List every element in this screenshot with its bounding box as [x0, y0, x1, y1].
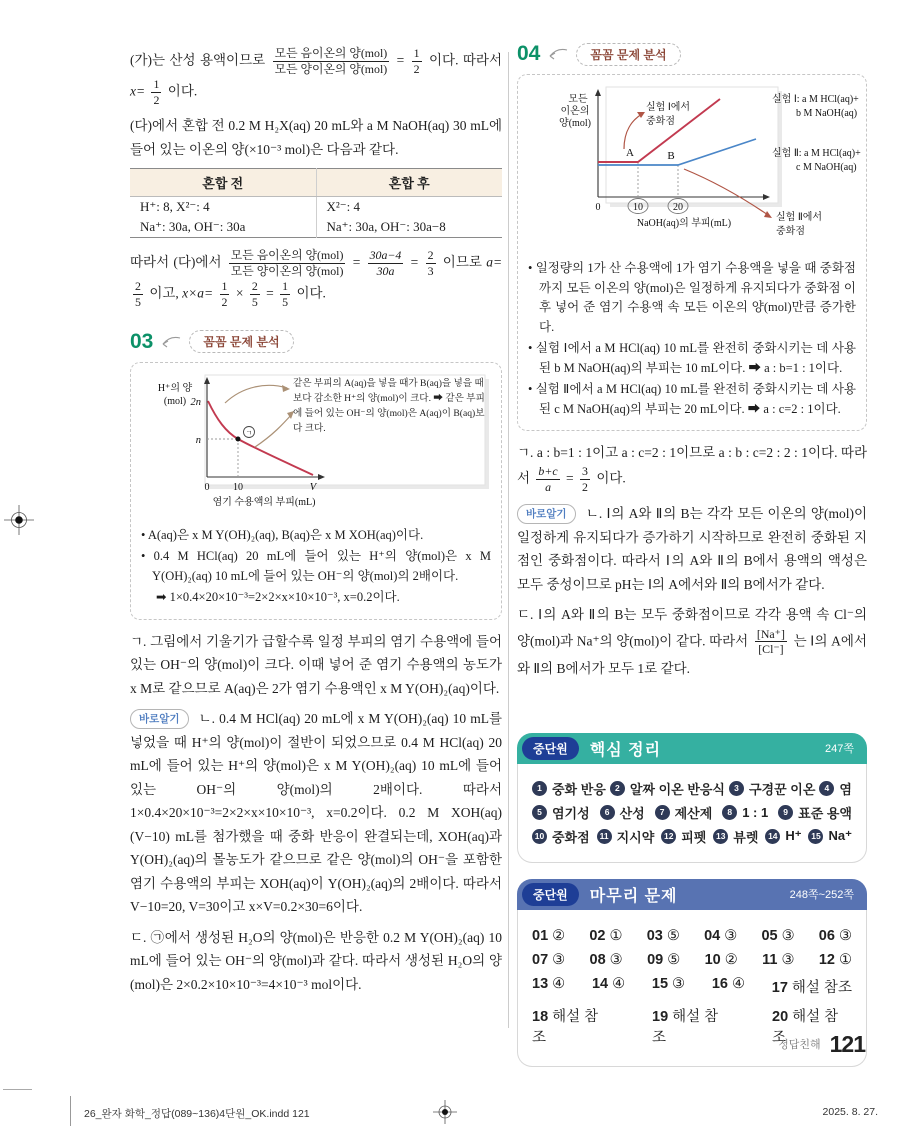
answer-value: ④: [612, 975, 626, 992]
answer-item: [704, 928, 737, 944]
math-x-equals: x=: [130, 83, 146, 99]
text-run: 이고,: [149, 285, 179, 301]
annotation-line: 중화점: [776, 225, 805, 237]
text-run: 는 Ⅰ의 A에서와 Ⅱ의 B에서가 모두 1로 같다.: [517, 633, 868, 677]
text-run: 이다.: [596, 470, 626, 486]
footer-page-number: 121: [829, 1031, 865, 1057]
problem-03-header: [130, 330, 502, 354]
summary-item: [532, 803, 590, 822]
equals-sign: =: [396, 52, 405, 68]
item-number-badge: 11: [597, 829, 612, 844]
connector-icon: [547, 47, 569, 61]
y-axis-label-line3: 양(mol): [559, 118, 591, 129]
fraction-denominator: 5: [135, 294, 141, 309]
core-summary-box: [517, 733, 867, 863]
analysis-bullets: [141, 526, 491, 608]
item-label: 산성: [619, 805, 645, 821]
equals-sign: =: [410, 254, 419, 270]
paragraph-choice-g: ㄱ. 그림에서 기울기가 급할수록 일정 부피의 염기 수용액에 들어 있는 OH⁻의 양(mol)이 크다. 이때 넣어 준 염기 수용액의 농도가 x M로 같으므로 A(aq)은 2가 염기 수용액인 x M Y(OH)₂(aq)이다.: [130, 633, 502, 696]
text-run: ㄱ. a : b=1 : 1이고 a : c=2 : 1이므로 a : b : c=2 : 2 : 1이다. 따라서: [517, 445, 867, 486]
math-a-equals: a=: [486, 254, 503, 270]
problem-04-header: [517, 42, 867, 66]
summary-item: [610, 779, 725, 798]
equals-sign: =: [266, 285, 274, 301]
x-tick-0: 0: [595, 202, 601, 213]
answer-number: 10: [704, 951, 721, 968]
answer-value: 해설 참조: [772, 1008, 839, 1046]
answer-number: 03: [646, 927, 663, 944]
bullet-item: • 실험 Ⅱ에서 a M HCl(aq) 10 mL를 완전히 중화시키는 데 사용된 c M NaOH(aq)의 부피는 20 mL이다. ➡ a : c=2 : 1이다.: [528, 380, 856, 419]
fraction-one-half: [220, 279, 230, 310]
answer-item: [772, 976, 852, 997]
fraction-two-thirds: [426, 248, 436, 279]
analysis-bullets: [528, 259, 856, 419]
bullet-item: • 일정량의 1가 산 수용액에 1가 염기 수용액을 넣을 때 중화점까지 모든 이온의 양(mol)은 일정하게 유지되다가 중화점 이후 넣어 준 염기 수용액 속 모든 이온의 양(mol)만큼 증가한다.: [528, 259, 856, 337]
answer-value: ④: [731, 975, 745, 992]
item-label: 구경꾼 이온: [749, 781, 816, 797]
answer-value: 해설 참조: [652, 1008, 719, 1046]
fraction-denominator: 모든 양이온의 양(mol): [274, 61, 388, 76]
y-tick-n: n: [195, 434, 201, 446]
answer-row: [532, 952, 852, 968]
fraction-numerator: 1: [413, 46, 420, 60]
summary-item: [661, 827, 706, 846]
answer-number: 17: [771, 979, 788, 996]
answer-item: [712, 976, 745, 997]
x-tick-V: V: [309, 481, 317, 493]
analysis-box-03: [130, 362, 502, 620]
paragraph-choice-d: [517, 603, 867, 681]
answer-value: ③: [552, 951, 566, 968]
legend-experiment-1: [772, 93, 876, 121]
answer-number: 13: [532, 975, 549, 992]
answer-value: ⑤: [667, 951, 681, 968]
answer-value: 해설 참조: [532, 1008, 599, 1046]
print-filename: 26_완자 화학_정답(089~136)4단원_OK.indd 121: [84, 1108, 310, 1120]
answer-value: ①: [839, 951, 852, 968]
summary-row: [532, 827, 852, 846]
mixing-table: [130, 168, 502, 238]
answer-item: [761, 928, 794, 944]
answer-item: [819, 928, 852, 944]
graph-03: [141, 373, 491, 520]
answer-item: [589, 928, 622, 944]
text-run: 따라서 (다)에서: [130, 254, 222, 270]
x-axis-label: 염기 수용액의 부피(mL): [212, 496, 316, 508]
page-reference: 248쪽~252쪽: [789, 889, 854, 902]
panel: [606, 87, 778, 203]
point-giyeok: [236, 436, 241, 441]
section-pill: 중단원: [522, 883, 579, 906]
summary-item: [722, 803, 768, 822]
fraction-denominator: 5: [282, 294, 289, 309]
answer-number: 01: [532, 927, 549, 944]
footer-label: 정답친해: [778, 1039, 821, 1051]
summary-item: [765, 827, 801, 846]
answer-value: ③: [781, 927, 795, 944]
fraction-numerator: 1: [153, 76, 160, 91]
fraction-two-fifths: [250, 279, 260, 310]
fraction-numerator: 2: [427, 248, 434, 263]
text-run: ㄴ. Ⅰ의 A와 Ⅱ의 B는 각각 모든 이온의 양(mol)이 일정하게 유지되다가 증가하기 시작하므로 완전히 중화된 지점인 중화점이다. 따라서 Ⅰ의 A와 Ⅱ의 B에서 용액의 액성은 모두 중성이므로 pH는 Ⅰ의 A에서와 Ⅱ의 B에서가 같다.: [517, 506, 867, 592]
bullet-result: ➡ 1×0.4×20×10⁻³=2×2×x×10×10⁻³, x=0.2이다.: [156, 590, 400, 605]
x-tick-20: 20: [673, 202, 683, 213]
analysis-badge: 꼼꼼 문제 분석: [189, 330, 293, 353]
answer-item: [647, 928, 680, 944]
fraction-numerator: 2: [251, 279, 258, 294]
fraction-denominator: 모든 양이온의 양(mol): [230, 264, 344, 279]
item-number-badge: 2: [610, 781, 625, 796]
text-run: 이다. 따라서: [429, 52, 502, 68]
answer-item: [762, 952, 794, 968]
y-tick-2n: 2n: [190, 396, 201, 408]
fraction-denominator: 2: [413, 61, 420, 76]
paragraph-choice-n: [130, 707, 502, 918]
fraction-ion-ratio: [229, 248, 346, 279]
answer-value: ③: [838, 927, 852, 944]
fraction-numerator: 모든 음이온의 양(mol): [274, 46, 388, 60]
fraction-numerator: 1: [221, 279, 228, 294]
point-B-label: B: [667, 150, 675, 162]
registration-mark-center: [433, 1100, 457, 1129]
legend-line: 실험 Ⅰ: a M HCl(aq)+: [772, 94, 859, 105]
fraction-numerator: 3: [582, 464, 588, 479]
analysis-box-04: [517, 74, 867, 431]
summary-item: [713, 827, 758, 846]
item-label: 염기성: [552, 805, 590, 821]
item-label: 피펫: [681, 829, 707, 845]
x-tick-0: 0: [204, 481, 210, 493]
fraction-numerator: b+c: [538, 464, 558, 479]
summary-item: [655, 803, 713, 822]
graph-annotation: 같은 부피의 A(aq)을 넣을 때가 B(aq)을 넣을 때보다 감소한 H⁺의 양(mol)이 크다. ➡ 같은 부피에 들어 있는 OH⁻의 양(mol)은 A(aq)이 B(aq)보다 크다.: [293, 377, 485, 435]
answer-value: 해설 참조: [791, 979, 852, 996]
annotation-line: 중화점: [646, 115, 675, 127]
answer-number: 09: [647, 951, 664, 968]
fraction-one-half: [412, 46, 422, 77]
answer-row: [532, 928, 852, 944]
answer-value: ①: [609, 927, 623, 944]
text-run: 이다.: [167, 83, 198, 99]
summary-item: [600, 803, 645, 822]
paragraph-choice-n: [517, 502, 867, 596]
item-number-badge: 3: [729, 781, 744, 796]
graph-04: [528, 85, 861, 253]
bullet-item: • 0.4 M HCl(aq) 20 mL에 들어 있는 H⁺의 양(mol)은 x M Y(OH)₂(aq) 10 mL에 들어 있는 OH⁻의 양(mol)의 2배이다.: [141, 547, 491, 586]
fraction-numerator: 모든 음이온의 양(mol): [230, 248, 344, 263]
print-date: 2025. 8. 27.: [822, 1106, 878, 1118]
answer-number: 15: [651, 975, 669, 992]
item-label: 표준 용액: [798, 805, 852, 821]
summary-row: [532, 779, 852, 798]
fraction-na-over-cl: [755, 627, 787, 658]
answer-number: 18: [532, 1008, 549, 1025]
section-pill: 중단원: [522, 737, 579, 760]
answer-number: 02: [589, 927, 606, 944]
summary-item: [819, 779, 852, 798]
answer-number: 08: [589, 951, 606, 968]
fraction-denominator: [Cl⁻]: [758, 642, 784, 657]
equals-sign: =: [566, 470, 574, 486]
paragraph-solution-ga: [130, 46, 502, 107]
paragraph-choice-g: [517, 441, 867, 495]
final-problems-title: 마무리 문제: [589, 887, 678, 905]
paragraph-solution-da-intro: (다)에서 혼합 전 0.2 M H₂X(aq) 20 mL와 a M NaOH(aq) 30 mL에 들어 있는 이온의 양(×10⁻³ mol)은 다음과 같다.: [130, 118, 502, 157]
item-label: H⁺: [785, 828, 802, 844]
table-cell: Na⁺: 30a, OH⁻: 30a−8: [316, 217, 502, 238]
baroalgi-badge: 바로알기: [130, 709, 189, 729]
answer-number: 04: [704, 927, 721, 944]
item-number-badge: 10: [532, 829, 547, 844]
fraction-numerator: 30a−4: [369, 248, 402, 263]
y-axis-label-line2: 이온의: [560, 106, 590, 117]
x-axis-label: NaOH(aq)의 부피(mL): [636, 218, 732, 229]
summary-row: [532, 803, 852, 822]
bullet-item: • 실험 Ⅰ에서 a M HCl(aq) 10 mL를 완전히 중화시키는 데 사용된 b M NaOH(aq)의 부피는 10 mL이다. ➡ a : b=1 : 1이다.: [528, 339, 856, 378]
table-cell: Na⁺: 30a, OH⁻: 30a: [140, 219, 246, 235]
item-label: 알짜 이온 반응식: [629, 781, 725, 797]
legend-line: c M NaOH(aq): [796, 162, 857, 173]
table-cell: X²⁻: 4: [316, 197, 502, 218]
fraction-three-halves: [580, 464, 590, 495]
item-number-badge: 9: [778, 805, 793, 820]
fraction-denominator: 2: [153, 92, 160, 107]
answer-item: [652, 976, 685, 997]
fraction-bc-over-a: [536, 464, 559, 495]
item-number-badge: 8: [722, 805, 737, 820]
registration-mark-left: [4, 505, 34, 540]
summary-item: [808, 827, 851, 846]
answer-value: ③: [781, 951, 795, 968]
core-summary-body: [517, 764, 867, 863]
answer-number: 20: [772, 1008, 789, 1025]
answer-number: 06: [818, 927, 835, 944]
item-number-badge: 12: [661, 829, 676, 844]
text-run: ㄴ. 0.4 M HCl(aq) 20 mL에 x M Y(OH)₂(aq) 10 mL를 넣었을 때 H⁺의 양(mol)이 절반이 되었으므로 0.4 M HCl(aq) 20 mL에 들어 있는 H⁺의 양(mol)은 x M Y(OH)₂(aq) 10 mL에 들어 있는 OH⁻의 양(mol)의 2배이다. 따라서 1×0.4×20×10⁻³=2×2×x×10×10⁻³, x=0.2이다. 0.2 M XOH(aq) (V−10) mL를 첨가했을 때 중화 반응이 완결되는데, XOH(aq)과 Y(OH)₂(aq)의 몰농도가 같으므로 같은 양(mol)의 OH⁻을 포함한 염기 수용액의 부피는 XOH(aq)이 Y(OH)₂(aq)의 2배이다. 따라서 V−10=20, V=30이고 x×V=0.2×30=6이다.: [130, 711, 503, 915]
fraction-numerator: 2: [135, 279, 141, 294]
answer-value: ③: [609, 951, 623, 968]
item-number-badge: 5: [532, 805, 547, 820]
fraction-denominator: a: [545, 480, 551, 495]
item-number-badge: 14: [765, 829, 780, 844]
table-header-before: 혼합 전: [130, 169, 316, 197]
summary-item: [532, 779, 606, 798]
answer-item: [592, 976, 625, 997]
x-tick-10: 10: [233, 481, 243, 493]
point-A-label: A: [626, 147, 634, 159]
answer-item: [819, 952, 852, 968]
answer-item: [532, 952, 565, 968]
table-cell: H⁺: 8, X²⁻: 4: [140, 199, 210, 215]
neutral-point-1-annotation: [646, 101, 690, 128]
item-label: 염: [839, 781, 852, 797]
paragraph-choice-d: ㄷ. ㉠에서 생성된 H₂O의 양(mol)은 반응한 0.2 M Y(OH)₂(aq) 10 mL에 들어 있는 OH⁻의 양(mol)과 같다. 따라서 생성된 H₂O의 양(mol)은 2×0.2×10×10⁻³=4×10⁻³ mol이다.: [130, 929, 502, 992]
item-number-badge: 13: [713, 829, 728, 844]
answer-number: 05: [761, 927, 778, 944]
fraction-numerator: [Na⁺]: [756, 626, 785, 641]
y-axis-label-line1: H⁺의 양: [157, 382, 193, 394]
fraction-denominator: 3: [427, 264, 434, 279]
left-column: [130, 46, 502, 1003]
crop-mark-horizontal: [3, 1089, 32, 1090]
neutral-point-2-annotation: [776, 211, 822, 238]
item-label: 지시약: [616, 829, 655, 845]
math-xa-equals: x×a=: [182, 285, 214, 301]
final-problems-header: [517, 879, 867, 910]
fraction-denominator: 2: [582, 480, 588, 495]
summary-item: [597, 827, 655, 846]
core-summary-title: 핵심 정리: [589, 741, 662, 759]
answer-item: [705, 952, 738, 968]
summary-item: [729, 779, 815, 798]
answer-number: 19: [652, 1008, 669, 1025]
answer-value: ⑤: [666, 927, 680, 944]
annotation-line: 실험 Ⅱ에서: [776, 212, 823, 223]
page-reference: 247쪽: [825, 743, 854, 756]
item-number-badge: 4: [819, 781, 834, 796]
answer-number: 07: [532, 951, 549, 968]
summary-item: [778, 803, 852, 822]
analysis-badge: 꼼꼼 문제 분석: [576, 43, 680, 66]
fraction-denominator: 5: [251, 294, 258, 309]
answer-value: ④: [552, 975, 566, 992]
fraction-denominator: 2: [221, 294, 228, 309]
answer-value: ③: [672, 975, 686, 992]
answer-number: 11: [762, 951, 778, 968]
fraction-numerator: 1: [282, 279, 289, 294]
right-column: [517, 42, 867, 1067]
answer-item: [532, 976, 565, 997]
fraction-denominator: 30a: [376, 264, 395, 279]
summary-item: [532, 827, 590, 846]
text-run: ㄷ. Ⅰ의 A와 Ⅱ의 B는 모두 중화점이므로 각각 용액 속 Cl⁻의 양(mol)과 Na⁺의 양(mol)이 같다. 따라서: [517, 607, 867, 649]
bullet-item: • A(aq)은 x M Y(OH)₂(aq), B(aq)은 x M XOH(aq)이다.: [141, 526, 491, 546]
item-label: 1 : 1: [742, 804, 769, 820]
fraction-30a: [368, 248, 404, 279]
text-run: 이다.: [296, 285, 326, 301]
item-label: Na⁺: [828, 828, 852, 844]
answer-value: ②: [724, 951, 738, 968]
item-label: 중화 반응: [552, 781, 606, 797]
y-axis-label-line2: (mol): [163, 395, 187, 407]
annotation-line: 실험 Ⅰ에서: [646, 102, 691, 113]
paragraph-solution-da-result: [130, 248, 502, 309]
fraction-one-half: [151, 77, 161, 108]
problem-number: 03: [130, 329, 154, 353]
page-footer: [0, 1031, 865, 1058]
answer-item: [532, 928, 565, 944]
fraction-one-fifth: [280, 279, 290, 310]
equals-sign: =: [352, 254, 361, 270]
item-number-badge: 7: [655, 805, 670, 820]
text-run: 이므로: [442, 254, 482, 270]
answer-number: 16: [711, 975, 728, 992]
point-label: ㄱ: [245, 429, 253, 437]
times-sign: ×: [235, 285, 244, 301]
answer-item: [647, 952, 680, 968]
legend-experiment-2: [772, 147, 876, 175]
legend-line: b M NaOH(aq): [796, 108, 858, 119]
item-number-badge: 1: [532, 781, 547, 796]
answer-number: 14: [591, 975, 609, 992]
item-label: 제산제: [674, 805, 713, 821]
answer-value: ③: [724, 927, 738, 944]
table-header-after: 혼합 후: [316, 169, 502, 197]
y-axis-label-line1: 모든: [568, 94, 588, 105]
x-tick-10: 10: [633, 202, 643, 213]
item-number-badge: 6: [600, 805, 615, 820]
item-number-badge: 15: [808, 829, 823, 844]
column-divider: [508, 52, 509, 1028]
problem-number: 04: [517, 42, 541, 65]
answer-number: 12: [818, 951, 835, 968]
answer-row: [532, 976, 852, 997]
answer-item: [590, 952, 623, 968]
item-label: 뷰렛: [733, 829, 759, 845]
fraction-ion-ratio: [273, 46, 390, 77]
answer-value: ②: [552, 927, 566, 944]
text-run: (가)는 산성 용액이므로: [130, 52, 266, 68]
fraction-two-fifths: [133, 279, 143, 310]
core-summary-header: [517, 733, 867, 764]
connector-icon: [160, 335, 182, 349]
item-label: 중화점: [552, 829, 590, 845]
baroalgi-badge: 바로알기: [517, 504, 576, 524]
legend-line: 실험 Ⅱ: a M HCl(aq)+: [772, 148, 861, 159]
